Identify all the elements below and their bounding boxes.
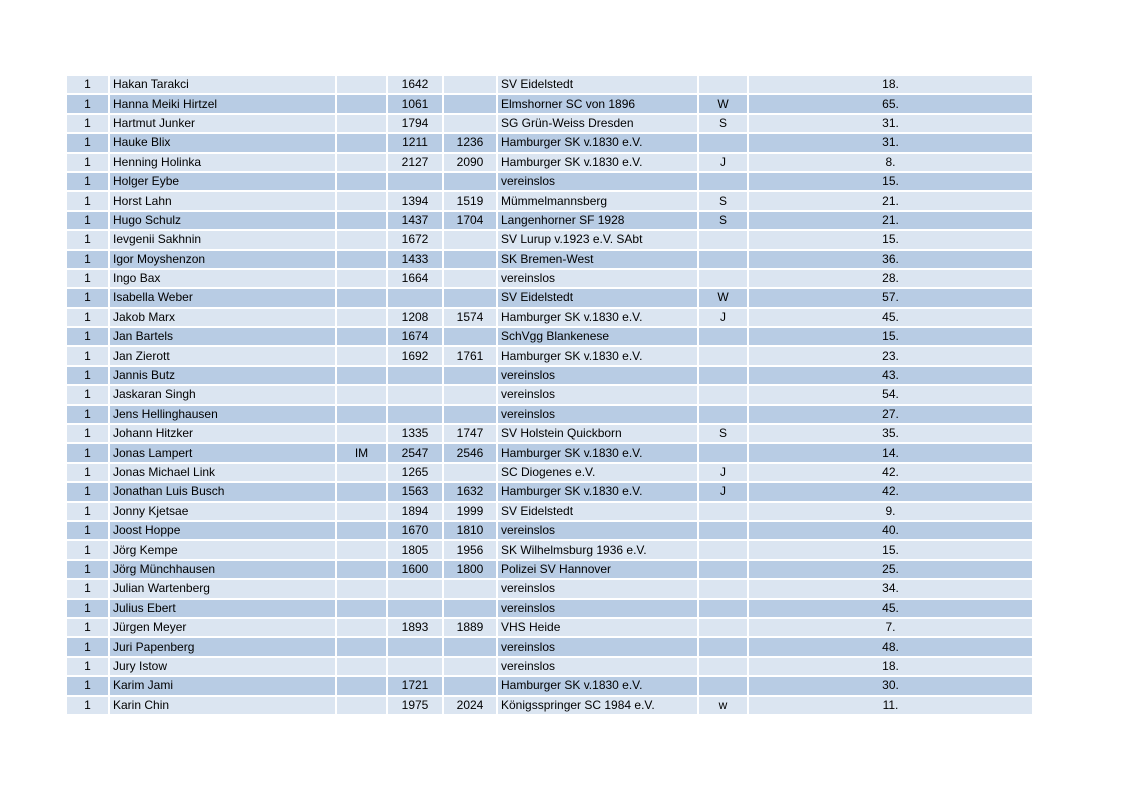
rank-cell: 11. — [748, 696, 1033, 715]
second-rating-cell — [443, 250, 497, 269]
player-name-cell: Hanna Meiki Hirtzel — [109, 94, 336, 113]
title-cell — [336, 153, 387, 172]
table-row — [67, 521, 1033, 540]
round-cell: 1 — [67, 346, 109, 365]
second-rating-cell — [443, 288, 497, 307]
category-cell — [698, 76, 748, 94]
club-cell: vereinslos — [497, 579, 698, 598]
category-cell — [698, 657, 748, 676]
rank-cell: 18. — [748, 76, 1033, 94]
rating-cell — [387, 405, 443, 424]
second-rating-cell — [443, 114, 497, 133]
round-cell: 1 — [67, 482, 109, 501]
rank-cell: 31. — [748, 114, 1033, 133]
rank-cell: 28. — [748, 269, 1033, 288]
round-cell: 1 — [67, 288, 109, 307]
title-cell — [336, 288, 387, 307]
table-row — [67, 482, 1033, 501]
round-cell: 1 — [67, 230, 109, 249]
round-cell: 1 — [67, 540, 109, 559]
title-cell — [336, 521, 387, 540]
second-rating-cell: 1810 — [443, 521, 497, 540]
rank-cell: 15. — [748, 327, 1033, 346]
category-cell — [698, 540, 748, 559]
round-cell: 1 — [67, 463, 109, 482]
player-name-cell: Karin Chin — [109, 696, 336, 715]
player-name-cell: Igor Moyshenzon — [109, 250, 336, 269]
category-cell: W — [698, 94, 748, 113]
rank-cell: 8. — [748, 153, 1033, 172]
table-row — [67, 502, 1033, 521]
category-cell — [698, 676, 748, 695]
rank-cell: 36. — [748, 250, 1033, 269]
round-cell: 1 — [67, 521, 109, 540]
second-rating-cell — [443, 269, 497, 288]
rank-cell: 21. — [748, 191, 1033, 210]
player-name-cell: Jonny Kjetsae — [109, 502, 336, 521]
table-row — [67, 114, 1033, 133]
rank-cell: 27. — [748, 405, 1033, 424]
round-cell: 1 — [67, 153, 109, 172]
rating-cell — [387, 599, 443, 618]
player-name-cell: Hugo Schulz — [109, 211, 336, 230]
rating-cell — [387, 637, 443, 656]
round-cell: 1 — [67, 443, 109, 462]
title-cell — [336, 211, 387, 230]
second-rating-cell: 1956 — [443, 540, 497, 559]
title-cell — [336, 618, 387, 637]
title-cell — [336, 191, 387, 210]
player-name-cell: Jörg Kempe — [109, 540, 336, 559]
category-cell: J — [698, 482, 748, 501]
round-cell: 1 — [67, 308, 109, 327]
rank-cell: 18. — [748, 657, 1033, 676]
player-name-cell: Jonas Michael Link — [109, 463, 336, 482]
club-cell: Hamburger SK v.1830 e.V. — [497, 443, 698, 462]
rating-cell: 1894 — [387, 502, 443, 521]
table-row — [67, 696, 1033, 715]
round-cell: 1 — [67, 696, 109, 715]
player-rows — [67, 76, 1033, 715]
table-row — [67, 560, 1033, 579]
second-rating-cell: 1704 — [443, 211, 497, 230]
second-rating-cell — [443, 230, 497, 249]
table-row — [67, 676, 1033, 695]
rating-cell: 1061 — [387, 94, 443, 113]
category-cell: J — [698, 153, 748, 172]
title-cell — [336, 599, 387, 618]
table-row — [67, 191, 1033, 210]
rating-cell: 1721 — [387, 676, 443, 695]
table-row — [67, 618, 1033, 637]
category-cell: W — [698, 288, 748, 307]
club-cell: SC Diogenes e.V. — [497, 463, 698, 482]
rank-cell: 45. — [748, 308, 1033, 327]
rating-cell: 1672 — [387, 230, 443, 249]
club-cell: Elmshorner SC von 1896 — [497, 94, 698, 113]
player-name-cell: Holger Eybe — [109, 172, 336, 191]
second-rating-cell: 1519 — [443, 191, 497, 210]
table-row — [67, 211, 1033, 230]
category-cell — [698, 346, 748, 365]
table-row — [67, 346, 1033, 365]
player-name-cell: Hauke Blix — [109, 133, 336, 152]
round-cell: 1 — [67, 502, 109, 521]
title-cell — [336, 366, 387, 385]
second-rating-cell — [443, 637, 497, 656]
second-rating-cell: 1574 — [443, 308, 497, 327]
rating-cell: 1642 — [387, 76, 443, 94]
player-name-cell: Julius Ebert — [109, 599, 336, 618]
round-cell: 1 — [67, 327, 109, 346]
table-row — [67, 288, 1033, 307]
second-rating-cell — [443, 599, 497, 618]
rank-cell: 15. — [748, 172, 1033, 191]
club-cell: SK Bremen-West — [497, 250, 698, 269]
rank-cell: 43. — [748, 366, 1033, 385]
club-cell: Hamburger SK v.1830 e.V. — [497, 482, 698, 501]
rank-cell: 23. — [748, 346, 1033, 365]
round-cell: 1 — [67, 269, 109, 288]
category-cell — [698, 502, 748, 521]
category-cell: J — [698, 308, 748, 327]
rating-cell: 1794 — [387, 114, 443, 133]
rank-cell: 57. — [748, 288, 1033, 307]
rating-cell: 1975 — [387, 696, 443, 715]
rating-cell — [387, 385, 443, 404]
club-cell: SV Eidelstedt — [497, 502, 698, 521]
second-rating-cell: 1999 — [443, 502, 497, 521]
rank-cell: 15. — [748, 230, 1033, 249]
second-rating-cell — [443, 579, 497, 598]
player-name-cell: Isabella Weber — [109, 288, 336, 307]
player-name-cell: Jonas Lampert — [109, 443, 336, 462]
round-cell: 1 — [67, 250, 109, 269]
rank-cell: 65. — [748, 94, 1033, 113]
title-cell — [336, 346, 387, 365]
player-name-cell: Jens Hellinghausen — [109, 405, 336, 424]
category-cell — [698, 637, 748, 656]
club-cell: SK Wilhelmsburg 1936 e.V. — [497, 540, 698, 559]
title-cell — [336, 94, 387, 113]
player-name-cell: Jürgen Meyer — [109, 618, 336, 637]
second-rating-cell — [443, 657, 497, 676]
category-cell — [698, 405, 748, 424]
round-cell: 1 — [67, 385, 109, 404]
round-cell: 1 — [67, 579, 109, 598]
club-cell: VHS Heide — [497, 618, 698, 637]
second-rating-cell — [443, 366, 497, 385]
rank-cell: 42. — [748, 482, 1033, 501]
club-cell: SV Lurup v.1923 e.V. SAbt — [497, 230, 698, 249]
category-cell — [698, 443, 748, 462]
category-cell — [698, 250, 748, 269]
table-row — [67, 637, 1033, 656]
title-cell: IM — [336, 443, 387, 462]
rating-cell — [387, 657, 443, 676]
player-name-cell: Hakan Tarakci — [109, 76, 336, 94]
club-cell: Langenhorner SF 1928 — [497, 211, 698, 230]
table-row — [67, 540, 1033, 559]
round-cell: 1 — [67, 94, 109, 113]
round-cell: 1 — [67, 560, 109, 579]
round-cell: 1 — [67, 637, 109, 656]
table-row — [67, 385, 1033, 404]
player-name-cell: Julian Wartenberg — [109, 579, 336, 598]
player-name-cell: Ievgenii Sakhnin — [109, 230, 336, 249]
rank-cell: 40. — [748, 521, 1033, 540]
rating-cell: 1893 — [387, 618, 443, 637]
club-cell: vereinslos — [497, 366, 698, 385]
category-cell — [698, 366, 748, 385]
rank-cell: 15. — [748, 540, 1033, 559]
second-rating-cell: 1632 — [443, 482, 497, 501]
second-rating-cell: 1747 — [443, 424, 497, 443]
club-cell: SG Grün-Weiss Dresden — [497, 114, 698, 133]
category-cell — [698, 327, 748, 346]
table-row — [67, 327, 1033, 346]
round-cell: 1 — [67, 211, 109, 230]
title-cell — [336, 463, 387, 482]
table-row — [67, 366, 1033, 385]
rank-cell: 48. — [748, 637, 1033, 656]
club-cell: SV Holstein Quickborn — [497, 424, 698, 443]
title-cell — [336, 172, 387, 191]
second-rating-cell: 1761 — [443, 346, 497, 365]
table-row — [67, 579, 1033, 598]
player-name-cell: Juri Papenberg — [109, 637, 336, 656]
second-rating-cell — [443, 172, 497, 191]
title-cell — [336, 482, 387, 501]
rating-cell: 1433 — [387, 250, 443, 269]
rank-cell: 30. — [748, 676, 1033, 695]
rank-cell: 54. — [748, 385, 1033, 404]
club-cell: Hamburger SK v.1830 e.V. — [497, 676, 698, 695]
title-cell — [336, 269, 387, 288]
rank-cell: 34. — [748, 579, 1033, 598]
second-rating-cell — [443, 327, 497, 346]
round-cell: 1 — [67, 618, 109, 637]
round-cell: 1 — [67, 76, 109, 94]
second-rating-cell: 1800 — [443, 560, 497, 579]
title-cell — [336, 424, 387, 443]
category-cell: S — [698, 114, 748, 133]
category-cell: S — [698, 191, 748, 210]
category-cell: J — [698, 463, 748, 482]
title-cell — [336, 405, 387, 424]
club-cell: vereinslos — [497, 172, 698, 191]
club-cell: Mümmelmannsberg — [497, 191, 698, 210]
table-row — [67, 463, 1033, 482]
player-name-cell: Jörg Münchhausen — [109, 560, 336, 579]
table-row — [67, 405, 1033, 424]
player-name-cell: Jan Bartels — [109, 327, 336, 346]
player-name-cell: Jan Zierott — [109, 346, 336, 365]
club-cell: SchVgg Blankenese — [497, 327, 698, 346]
club-cell: vereinslos — [497, 269, 698, 288]
rating-cell: 1335 — [387, 424, 443, 443]
second-rating-cell — [443, 94, 497, 113]
club-cell: SV Eidelstedt — [497, 76, 698, 94]
club-cell: SV Eidelstedt — [497, 288, 698, 307]
table-row — [67, 76, 1033, 94]
rating-cell: 1208 — [387, 308, 443, 327]
rating-cell: 1692 — [387, 346, 443, 365]
title-cell — [336, 560, 387, 579]
player-name-cell: Jaskaran Singh — [109, 385, 336, 404]
category-cell — [698, 599, 748, 618]
club-cell: Hamburger SK v.1830 e.V. — [497, 308, 698, 327]
category-cell — [698, 269, 748, 288]
round-cell: 1 — [67, 599, 109, 618]
title-cell — [336, 327, 387, 346]
rank-cell: 21. — [748, 211, 1033, 230]
table-row — [67, 657, 1033, 676]
rank-cell: 25. — [748, 560, 1033, 579]
title-cell — [336, 76, 387, 94]
player-name-cell: Johann Hitzker — [109, 424, 336, 443]
club-cell: vereinslos — [497, 637, 698, 656]
category-cell — [698, 618, 748, 637]
club-cell: vereinslos — [497, 657, 698, 676]
second-rating-cell: 2546 — [443, 443, 497, 462]
rating-cell: 1674 — [387, 327, 443, 346]
table-row — [67, 443, 1033, 462]
club-cell: Hamburger SK v.1830 e.V. — [497, 346, 698, 365]
title-cell — [336, 637, 387, 656]
table-row — [67, 424, 1033, 443]
rank-cell: 14. — [748, 443, 1033, 462]
rating-cell: 1664 — [387, 269, 443, 288]
round-cell: 1 — [67, 657, 109, 676]
title-cell — [336, 676, 387, 695]
club-cell: vereinslos — [497, 521, 698, 540]
club-cell: vereinslos — [497, 405, 698, 424]
table-row — [67, 250, 1033, 269]
title-cell — [336, 540, 387, 559]
table-row — [67, 230, 1033, 249]
second-rating-cell: 1889 — [443, 618, 497, 637]
rating-cell — [387, 366, 443, 385]
rating-cell — [387, 579, 443, 598]
title-cell — [336, 579, 387, 598]
second-rating-cell: 2024 — [443, 696, 497, 715]
category-cell — [698, 579, 748, 598]
category-cell — [698, 521, 748, 540]
second-rating-cell — [443, 76, 497, 94]
rank-cell: 42. — [748, 463, 1033, 482]
player-table — [67, 76, 1034, 716]
rating-cell: 1805 — [387, 540, 443, 559]
player-name-cell: Jonathan Luis Busch — [109, 482, 336, 501]
category-cell — [698, 385, 748, 404]
rank-cell: 31. — [748, 133, 1033, 152]
category-cell — [698, 133, 748, 152]
table-row — [67, 599, 1033, 618]
player-name-cell: Jakob Marx — [109, 308, 336, 327]
round-cell: 1 — [67, 191, 109, 210]
category-cell — [698, 230, 748, 249]
second-rating-cell: 2090 — [443, 153, 497, 172]
player-name-cell: Jury Istow — [109, 657, 336, 676]
title-cell — [336, 657, 387, 676]
player-name-cell: Hartmut Junker — [109, 114, 336, 133]
title-cell — [336, 250, 387, 269]
round-cell: 1 — [67, 172, 109, 191]
rating-cell — [387, 172, 443, 191]
rank-cell: 7. — [748, 618, 1033, 637]
round-cell: 1 — [67, 133, 109, 152]
player-name-cell: Ingo Bax — [109, 269, 336, 288]
category-cell — [698, 172, 748, 191]
rating-cell: 2547 — [387, 443, 443, 462]
title-cell — [336, 133, 387, 152]
second-rating-cell: 1236 — [443, 133, 497, 152]
title-cell — [336, 696, 387, 715]
table-row — [67, 269, 1033, 288]
round-cell: 1 — [67, 676, 109, 695]
rating-cell: 1600 — [387, 560, 443, 579]
club-cell: vereinslos — [497, 385, 698, 404]
rating-cell: 1670 — [387, 521, 443, 540]
round-cell: 1 — [67, 405, 109, 424]
rating-cell — [387, 288, 443, 307]
rating-cell: 1563 — [387, 482, 443, 501]
club-cell: vereinslos — [497, 599, 698, 618]
rank-cell: 45. — [748, 599, 1033, 618]
rating-cell: 1437 — [387, 211, 443, 230]
title-cell — [336, 308, 387, 327]
round-cell: 1 — [67, 424, 109, 443]
second-rating-cell — [443, 385, 497, 404]
rating-cell: 1394 — [387, 191, 443, 210]
table-row — [67, 94, 1033, 113]
club-cell: Hamburger SK v.1830 e.V. — [497, 133, 698, 152]
category-cell: S — [698, 424, 748, 443]
player-name-cell: Joost Hoppe — [109, 521, 336, 540]
table-row — [67, 308, 1033, 327]
second-rating-cell — [443, 405, 497, 424]
title-cell — [336, 114, 387, 133]
rank-cell: 35. — [748, 424, 1033, 443]
title-cell — [336, 385, 387, 404]
player-name-cell: Karim Jami — [109, 676, 336, 695]
second-rating-cell — [443, 463, 497, 482]
rating-cell: 2127 — [387, 153, 443, 172]
second-rating-cell — [443, 676, 497, 695]
category-cell — [698, 560, 748, 579]
club-cell: Hamburger SK v.1830 e.V. — [497, 153, 698, 172]
rating-cell: 1265 — [387, 463, 443, 482]
player-name-cell: Horst Lahn — [109, 191, 336, 210]
table-row — [67, 172, 1033, 191]
player-name-cell: Jannis Butz — [109, 366, 336, 385]
table-row — [67, 133, 1033, 152]
rank-cell: 9. — [748, 502, 1033, 521]
round-cell: 1 — [67, 114, 109, 133]
rating-cell: 1211 — [387, 133, 443, 152]
category-cell: w — [698, 696, 748, 715]
club-cell: Polizei SV Hannover — [497, 560, 698, 579]
table-row — [67, 153, 1033, 172]
player-name-cell: Henning Holinka — [109, 153, 336, 172]
title-cell — [336, 502, 387, 521]
category-cell: S — [698, 211, 748, 230]
round-cell: 1 — [67, 366, 109, 385]
club-cell: Königsspringer SC 1984 e.V. — [497, 696, 698, 715]
title-cell — [336, 230, 387, 249]
